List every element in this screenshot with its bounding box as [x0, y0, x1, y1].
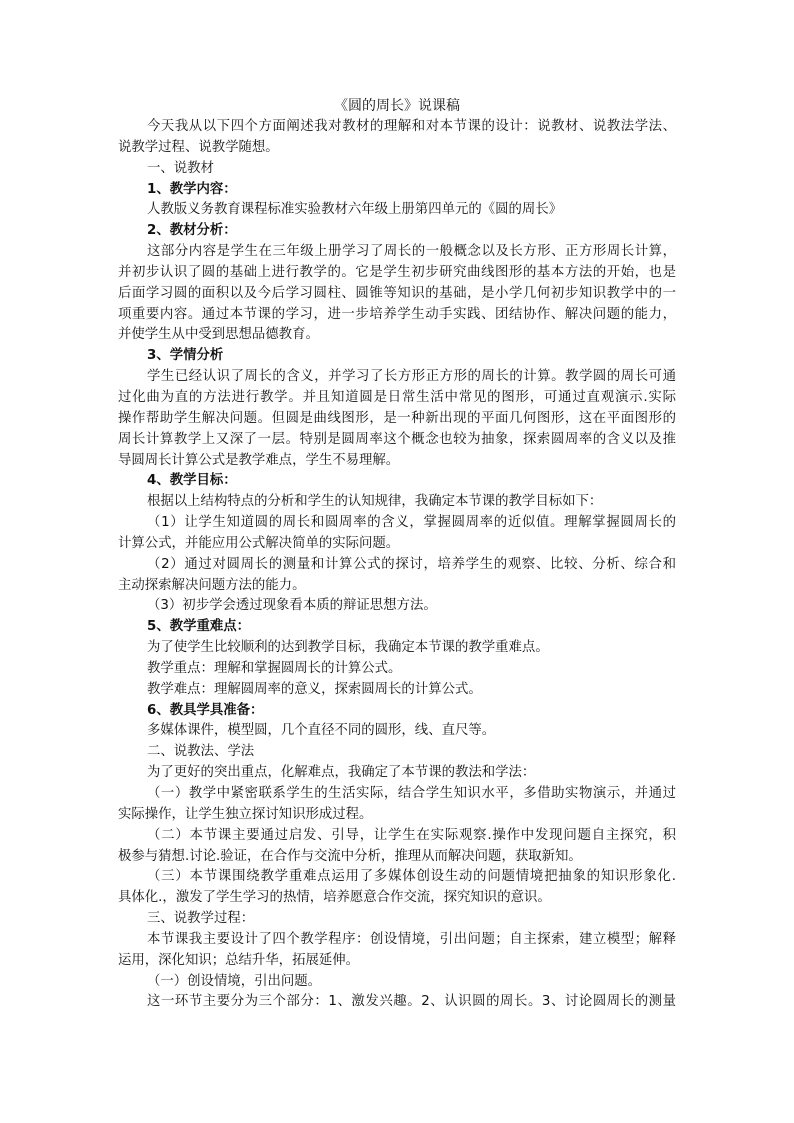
text-line: 操作帮助学生解决问题。但圆是曲线图形，是一种新出现的平面几何图形，这在平面图形的 [118, 410, 676, 426]
text-line: 并使学生从中受到思想品德教育。 [118, 327, 319, 343]
text-line: 主动探索解决问题方法的能力。 [118, 577, 306, 593]
text-line: 多媒体课件，模型圆，几个直径不同的圆形，线、直尺等。 [147, 723, 496, 739]
text-line: 实际操作，让学生独立探讨知识形成过程。 [118, 806, 373, 822]
text-line: 今天我从以下四个方面阐述我对教材的理解和对本节课的设计：说教材、说教法学法、 [147, 119, 676, 134]
text-line: （3）初步学会透过现象看本质的辩证思想方法。 [147, 598, 437, 614]
text-line: （2）通过对圆周长的测量和计算公式的探讨，培养学生的观察、比较、分析、综合和 [147, 556, 676, 572]
text-line: 根据以上结构特点的分析和学生的认知规律，我确定本节课的教学目标如下： [147, 494, 603, 510]
text-line: 项重要内容。通过本节课的学习，进一步培养学生动手实践、团结协作、解决问题的能力， [118, 306, 676, 322]
text-line: 2、教材分析： [147, 223, 237, 239]
text-line: 4、教学目标： [147, 473, 237, 489]
text-line: 计算公式，并能应用公式解决简单的实际问题。 [118, 535, 400, 551]
text-line: 教学难点：理解圆周率的意义，探索圆周长的计算公式。 [147, 681, 482, 697]
text-line: 具体化.，激发了学生学习的热情，培养愿意合作交流，探究知识的意识。 [118, 890, 551, 906]
text-line: 1、教学内容： [147, 181, 237, 197]
text-line: 教学重点：理解和掌握圆周长的计算公式。 [147, 660, 402, 676]
text-line: 这部分内容是学生在三年级上册学习了周长的一般概念以及长方形、正方形周长计算， [147, 244, 676, 260]
text-line: 运用，深化知识；总结升华，拓展延伸。 [118, 952, 360, 968]
text-line: 三、说教学过程： [147, 911, 255, 927]
document-title: 《圆的周长》说课稿 [334, 98, 460, 114]
text-line: 过化曲为直的方法进行教学。并且知道圆是日常生活中常见的图形，可通过直观演示.实际 [118, 389, 676, 405]
text-line: 5、教学重难点： [147, 619, 251, 635]
document-body [118, 117, 676, 1013]
text-line: 6、教具学具准备： [147, 702, 264, 718]
text-line: （三）本节课围绕教学重难点运用了多媒体创设生动的问题情境把抽象的知识形象化. [147, 869, 676, 885]
text-line: 为了使学生比较顺利的达到教学目标，我确定本节课的教学重难点。 [147, 640, 549, 656]
text-line: 学生已经认识了周长的含义，并学习了长方形正方形的周长的计算。教学圆的周长可通 [147, 369, 676, 385]
text-line: 周长计算教学上又深了一层。特别是圆周率这个概念也较为抽象，探索圆周率的含义以及推 [118, 431, 676, 447]
text-line: 二、说教法、学法 [147, 744, 255, 760]
text-line: 极参与猜想.讨论.验证，在合作与交流中分析，推理从而解决问题，获取新知。 [118, 848, 582, 864]
text-line: 3、学情分析 [147, 348, 224, 364]
text-line: （一）教学中紧密联系学生的生活实际，结合学生知识水平，多借助实物演示，并通过 [147, 786, 676, 801]
text-line: 说教学过程、说教学随想。 [118, 139, 279, 155]
text-line: 这一环节主要分为三个部分：1、激发兴趣。2、认识圆的周长。3、讨论圆周长的测量 [147, 994, 676, 1010]
text-line: 一、说教材 [147, 160, 214, 176]
text-line: 导圆周长计算公式是教学难点，学生不易理解。 [118, 452, 400, 468]
text-line: （一）创设情境，引出问题。 [147, 973, 322, 989]
text-line: 并初步认识了圆的基础上进行教学的。它是学生初步研究曲线图形的基本方法的开始，也是 [118, 264, 676, 280]
text-line: （1）让学生知道圆的周长和圆周率的含义，掌握圆周率的近似值。理解掌握圆周长的 [147, 515, 676, 531]
text-line: 人教版义务教育课程标准实验教材六年级上册第四单元的《圆的周长》 [147, 202, 563, 218]
text-line: （二）本节课主要通过启发、引导，让学生在实际观察.操作中发现问题自主探究，积 [147, 827, 676, 843]
text-line: 后面学习圆的面积以及今后学习圆柱、圆锥等知识的基础，是小学几何初步知识教学中的一 [118, 285, 676, 301]
text-line: 本节课我主要设计了四个教学程序：创设情境，引出问题；自主探索，建立模型；解释 [147, 931, 676, 947]
text-line: 为了更好的突出重点，化解难点，我确定了本节课的教法和学法： [147, 765, 536, 781]
